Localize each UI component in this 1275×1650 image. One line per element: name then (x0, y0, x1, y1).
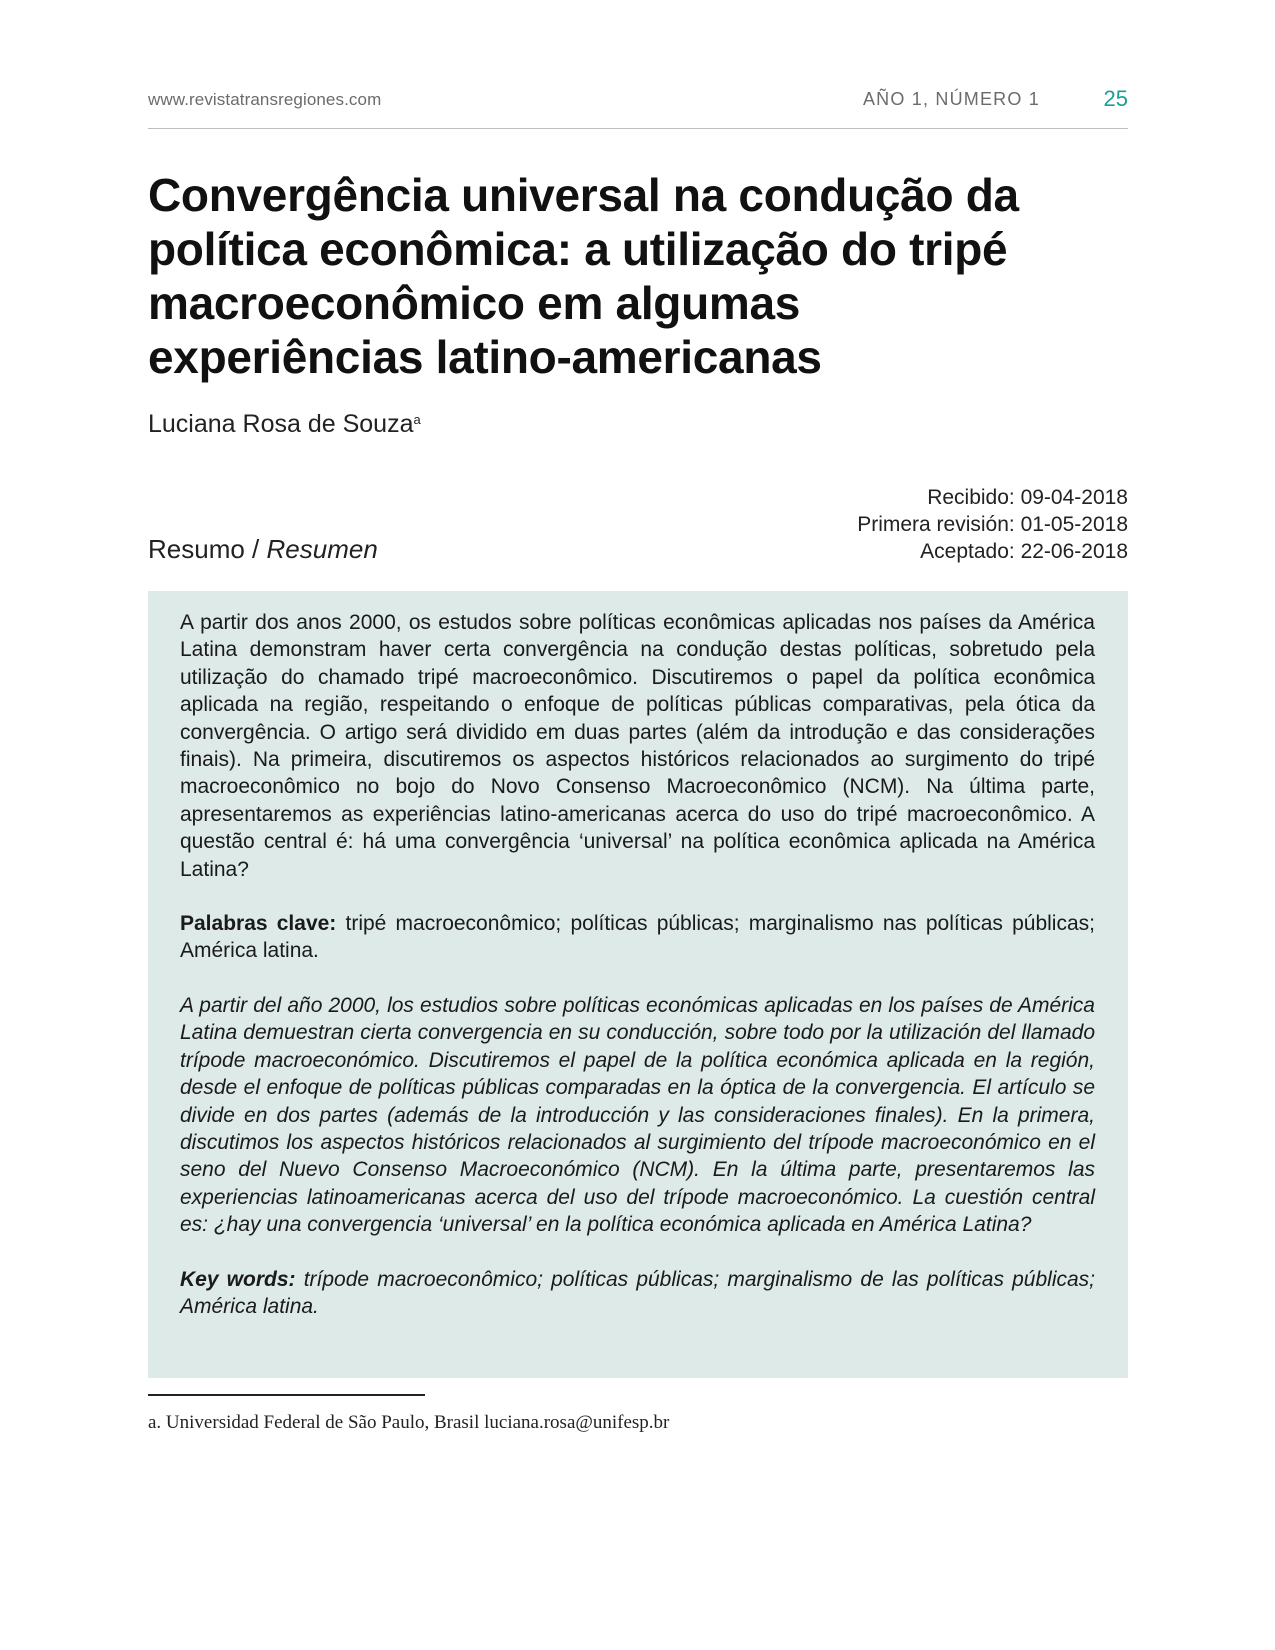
keywords-pt (180, 910, 1095, 965)
date-first-revision: Primera revisión: 01-05-2018 (857, 513, 1128, 536)
abstract-paragraph-pt: A partir dos anos 2000, os estudos sobre políticas econômicas aplicadas nos países da América Latina demonstram haver certa convergência na condução destas políticas, sobretudo pela utilização do chamado tripé macroeconômico. Discutiremos o papel da política econômica aplicada na região, respeitando o enfoque de políticas públicas comparativas, pela ótica da convergência. O artigo será dividido em duas partes (além da introdução e das considerações finais). Na primeira, discutiremos os aspectos históricos relacionados ao surgimento do tripé macroeconômico no bojo do Novo Consenso Macroeconômico (NCM). Na última parte, apresentaremos as experiências latino-americanas acerca do uso do tripé macroeconômico. A questão central é: há uma convergência ‘universal’ na política econômica aplicada na América Latina? (180, 611, 1095, 881)
running-header (148, 88, 1128, 116)
abstract-paragraph-es: A partir del año 2000, los estudios sobre políticas económicas aplicadas en los países de América Latina demuestran cierta convergencia en su conducción, sobre todo por la utilización del llamado trípode macroeconómico. Discutiremos el papel de la política económica aplicada en la región, desde el enfoque de políticas públicas comparadas en la óptica de la convergencia. El artículo se divide en dos partes (además de la introducción y las consideraciones finales). En la primera, discutimos los aspectos históricos relacionados al surgimiento del trípode macroeconómico en el seno del Nuevo Consenso Macroeconómico (NCM). En la última parte, presentaremos las experiencias latinoamericanas acerca del uso del trípode macroeconómico. La cuestión central es: ¿hay una convergencia ‘universal’ en la política económica aplicada en América Latina? (180, 993, 1095, 1237)
abstract-heading-pt: Resumo / (148, 534, 267, 564)
keywords-pt-text: tripé macroeconômico; políticas públicas; marginalismo nas políticas públicas; América latina. (180, 912, 1095, 963)
author-name: Luciana Rosa de Souza (148, 410, 414, 438)
keywords-es-label: Key words: (180, 1267, 296, 1291)
keywords-pt-label: Palabras clave: (180, 912, 337, 936)
abstract-heading-es: Resumen (266, 534, 378, 564)
author-affiliation-footnote: a. Universidad Federal de São Paulo, Brasil luciana.rosa@unifesp.br (148, 1412, 670, 1433)
author-line (148, 410, 421, 439)
footnote-divider (148, 1394, 425, 1396)
abstract-heading (148, 534, 378, 565)
journal-website-url[interactable]: www.revistatransregiones.com (148, 90, 382, 109)
keywords-es-text: trípode macroeconômico; políticas públicas; marginalismo de las políticas públicas; América latina. (180, 1267, 1095, 1318)
date-received: Recibido: 09-04-2018 (927, 486, 1128, 509)
issue-label: AÑO 1, NÚMERO 1 (862, 89, 1040, 109)
header-divider (148, 128, 1128, 129)
abstract-box (148, 591, 1128, 1378)
author-footnote-mark[interactable]: a (413, 412, 421, 427)
page-number: 25 (1103, 86, 1128, 111)
submission-dates (857, 484, 1128, 565)
article-title: Convergência universal na condução da política econômica: a utilização do tripé macroeconômico em algumas experiências latino-americanas (148, 169, 1019, 383)
date-accepted: Aceptado: 22-06-2018 (920, 540, 1128, 563)
keywords-es (180, 1266, 1095, 1321)
